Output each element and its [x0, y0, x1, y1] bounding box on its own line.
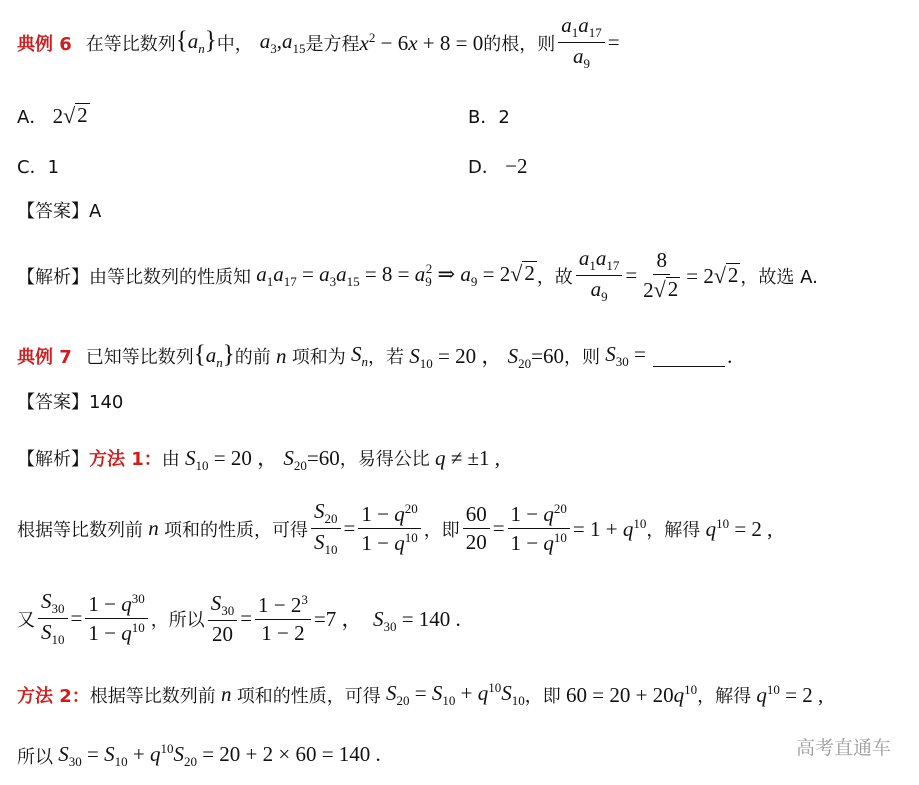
answer-blank: [653, 346, 725, 367]
example-6-analysis: 【解析】 由等比数列的性质知 $a_1a_{17} = a_3a_{15} = 8 = a_9^2$ ⇒ $a_9 = 2$ √ 2 ，故 $\frac{a_1a_{17}}{a_9}$ = 8 2 √ 2 = 2 √ 2 ，故选 A.: [17, 246, 818, 305]
example-7-method-1: 【解析】 方法 1： 由 $S_{10} = 20$ ， $S_{20}=60$ ，易得公比 q ≠ ±1 ,: [17, 445, 501, 473]
sequence-an: $\{a_n\}$: [175, 27, 217, 57]
example-7-line-3: 又 $\frac{S_{30}}{S_{10}}$ = $\frac{1 - q^{30}}{1 - q^{10}}$ ，所以 $\frac{S_{30}}{20}$ = $\frac{1 - 2^3}{1 - 2}$ =7 ， $S_{30} = 140$ .: [17, 589, 461, 648]
example-6-label: 典例 6: [17, 33, 72, 55]
option-b: B．2: [468, 107, 510, 128]
example-7-answer: 【答案】140: [17, 392, 124, 413]
equation: $x^2 - 6x + 8 = 0$: [359, 29, 484, 55]
option-c: C．1: [17, 157, 60, 178]
example-7-line-2: 根据等比数列前 n 项和的性质，可得 $\frac{S_{20}}{S_{10}}$ = $\frac{1 - q^{20}}{1 - q^{10}}$ ，即 $\frac{60}{20}$ = $\frac{1 - q^{20}}{1 - q^{10}}$ = $1 + q^{10}$ ，解得 $q^{10} = 2$ ,: [17, 499, 773, 558]
example-7-label: 典例 7: [17, 347, 72, 368]
fraction-a1a17-over-a9: $\frac{a_1a_{17}}{a_9}$: [558, 14, 605, 72]
option-d: D． −2: [468, 153, 528, 178]
option-a: A． 2 √ 2: [17, 103, 88, 129]
example-7-question: 典例 7 已知等比数列 $\{a_n\}$ 的前 n 项和为 $S_n$ ，若 $S_{10} = 20$ ， $S_{20}=60$ ，则 $S_{30}$ = .: [17, 340, 733, 371]
example-7-conclusion: 所以 $S_{30} = S_{10} + q^{10}S_{20} = 20 + 2 \times 60 = 140$ .: [17, 741, 381, 769]
example-6-question: 典例 6 在等比数列 $\{a_n\}$ 中， $a_3,a_{15}$ 是方程 $x^2 - 6x + 8 = 0$ 的根，则 $\frac{a_1a_{17}}{a_9}$ =: [17, 13, 620, 72]
watermark: 高考直通车: [795, 737, 891, 759]
example-6-answer: 【答案】A: [17, 201, 102, 222]
example-7-method-2: 方法 2： 根据等比数列前 n 项和的性质，可得 $S_{20} = S_{10} + q^{10}S_{10}$ ，即 $60 = 20 + 20q^{10}$ ，解得 $q^{10} = 2$ ,: [17, 680, 824, 708]
